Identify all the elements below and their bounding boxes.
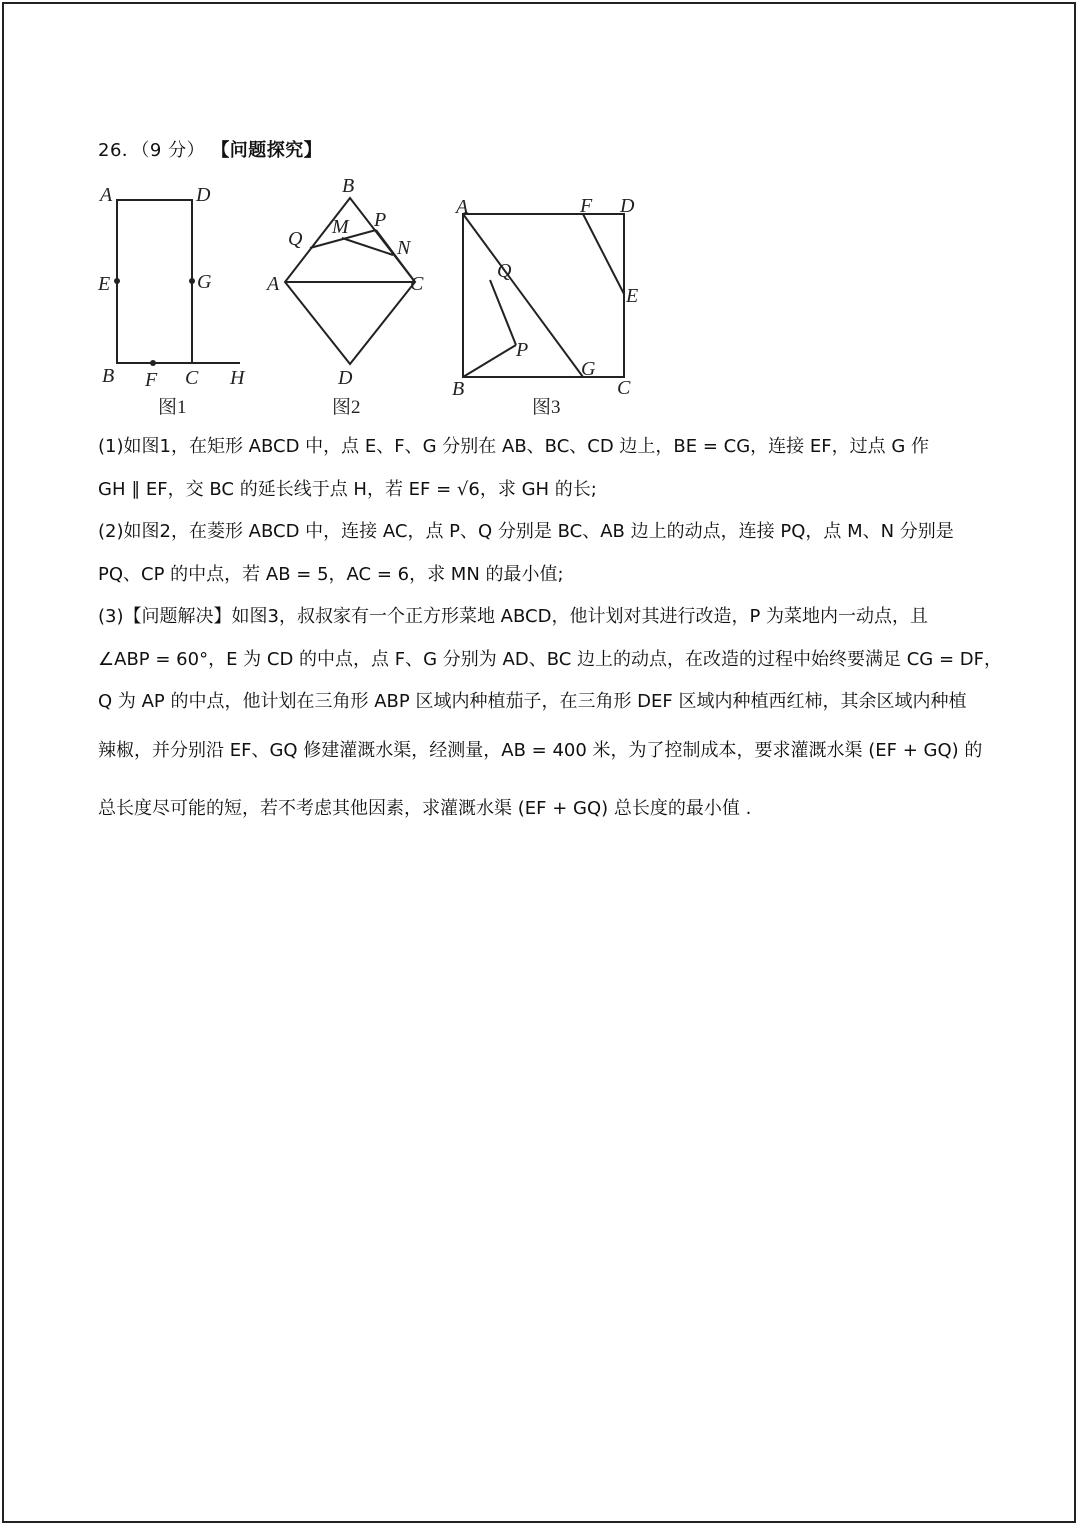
label-p: P xyxy=(516,339,529,361)
figure-2-caption: 图2 xyxy=(332,397,361,418)
segment-mn xyxy=(342,238,393,255)
label-c: C xyxy=(185,367,199,389)
label-q: Q xyxy=(288,228,303,250)
figure-3-caption: 图3 xyxy=(532,397,561,418)
label-f: F xyxy=(145,369,158,391)
label-p: P xyxy=(374,209,387,231)
segment-qp xyxy=(490,280,516,345)
label-m: M xyxy=(332,216,349,238)
label-d: D xyxy=(196,184,211,206)
label-a: A xyxy=(267,273,280,295)
question-title xyxy=(98,136,322,162)
label-f: F xyxy=(580,195,593,217)
figure-2 xyxy=(260,172,440,422)
label-c: C xyxy=(617,377,631,399)
label-a: A xyxy=(456,196,469,218)
label-e: E xyxy=(98,273,111,295)
label-b: B xyxy=(452,378,465,400)
label-b: B xyxy=(342,175,355,197)
part-2-line-2: PQ、CP 的中点，若 AB = 5，AC = 6，求 MN 的最小值; xyxy=(98,564,564,585)
label-d: D xyxy=(338,367,353,389)
square-abcd xyxy=(463,214,624,377)
part-3-line-3: Q 为 AP 的中点，他计划在三角形 ABP 区域内种植茄子，在三角形 DEF 区域内种植西红柿，其余区域内种植 xyxy=(98,691,967,712)
label-b: B xyxy=(102,365,115,387)
label-n: N xyxy=(397,237,411,259)
label-d: D xyxy=(620,195,635,217)
label-c: C xyxy=(410,273,424,295)
part-3-line-4: 辣椒，并分别沿 EF、GQ 修建灌溉水渠，经测量，AB = 400 米，为了控制成本，要求灌溉水渠 (EF + GQ) 的 xyxy=(98,740,983,761)
part-2-line-1: (2)如图2，在菱形 ABCD 中，连接 AC，点 P、Q 分别是 BC、AB 边上的动点，连接 PQ，点 M、N 分别是 xyxy=(98,521,954,542)
segment-bp xyxy=(463,345,516,377)
point-e xyxy=(114,278,120,284)
segment-fe xyxy=(583,214,624,294)
part-3-line-2: ∠ABP = 60°，E 为 CD 的中点，点 F、G 分别为 AD、BC 边上的动点，在改造的过程中始终要满足 CG = DF， xyxy=(98,649,1002,670)
part-3-line-5: 总长度尽可能的短，若不考虑其他因素，求灌溉水渠 (EF + GQ) 总长度的最小值 . xyxy=(98,798,752,819)
label-h: H xyxy=(230,367,245,389)
point-f xyxy=(150,360,156,366)
point-g xyxy=(189,278,195,284)
rectangle-abcd xyxy=(117,200,192,363)
part-1-line-2: GH ∥ EF，交 BC 的延长线于点 H，若 EF = √6，求 GH 的长; xyxy=(98,479,597,500)
figure-3 xyxy=(448,190,658,422)
part-1-line-1: (1)如图1，在矩形 ABCD 中，点 E、F、G 分别在 AB、BC、CD 边上，BE = CG，连接 EF，过点 G 作 xyxy=(98,436,930,457)
figure-1 xyxy=(95,180,255,420)
question-number: 26．（9 分） xyxy=(98,140,206,161)
figure-1-caption: 图1 xyxy=(158,397,187,418)
label-g: G xyxy=(581,358,596,380)
label-e: E xyxy=(626,285,639,307)
part-3-line-1: (3)【问题解决】如图3，叔叔家有一个正方形菜地 ABCD，他计划对其进行改造，P 为菜地内一动点，且 xyxy=(98,606,929,627)
label-q: Q xyxy=(497,260,512,282)
question-tag: 【问题探究】 xyxy=(211,140,323,161)
label-a: A xyxy=(100,184,113,206)
label-g: G xyxy=(197,271,212,293)
